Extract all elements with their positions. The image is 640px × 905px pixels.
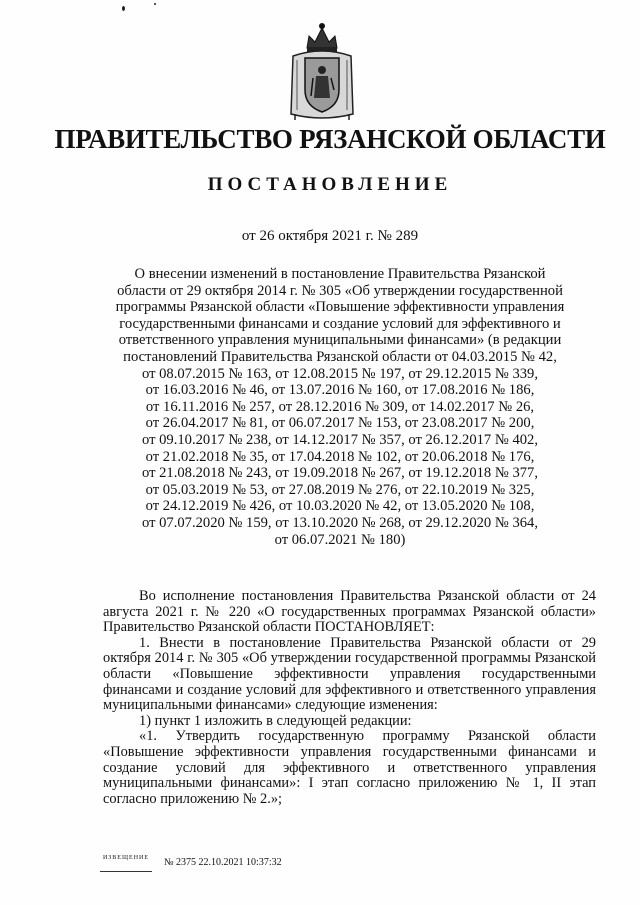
subject-line: области от 29 октября 2014 г. № 305 «Об утверждении государственной bbox=[117, 282, 563, 299]
subject-line: от 16.03.2016 № 46, от 13.07.2016 № 160, от 17.08.2016 № 186, bbox=[145, 382, 535, 399]
document-subject bbox=[105, 266, 575, 548]
body-paragraph-quote: «1. Утвердить государственную программу Рязанской области «Повышение эффективности управления государственными финансами и создание условий для эффективного и ответственного управления муниципальными финансами»: I этап согласно приложению № 1, II этап согласно приложению № 2.»; bbox=[103, 728, 596, 807]
subject-line: О внесении изменений в постановление Правительства Рязанской bbox=[134, 266, 546, 282]
scan-speck bbox=[154, 3, 156, 5]
subject-line: от 26.04.2017 № 81, от 06.07.2017 № 153, от 23.08.2017 № 200, bbox=[145, 415, 535, 432]
stamp-label: ИЗВЕЩЕНИЕ bbox=[102, 855, 150, 861]
coat-of-arms-icon bbox=[287, 18, 357, 122]
organization-title: ПРАВИТЕЛЬСТВО РЯЗАНСКОЙ ОБЛАСТИ bbox=[54, 124, 606, 154]
registry-stamp-icon bbox=[100, 853, 152, 872]
document-date: от 26 октября 2021 г. № 289 bbox=[241, 228, 419, 244]
scan-speck bbox=[122, 6, 125, 11]
body-paragraph-item-1: 1. Внести в постановление Правительства Рязанской области от 29 октября 2014 г. № 305 «Об утверждении государственной программы Рязанской области «Повышение эффективности управления государственными финансами и создание условий для эффективного и ответственного управления муниципальными финансами» следующие изменения: bbox=[103, 634, 596, 714]
document-body bbox=[103, 589, 596, 807]
subject-line: постановлений Правительства Рязанской области от 04.03.2015 № 42, bbox=[123, 348, 557, 365]
registration-footer bbox=[100, 853, 400, 875]
subject-line: от 08.07.2015 № 163, от 12.08.2015 № 197, от 29.12.2015 № 339, bbox=[142, 365, 538, 382]
subject-line: от 07.07.2020 № 159, от 13.10.2020 № 268, от 29.12.2020 № 364, bbox=[142, 514, 538, 531]
subject-line: государственными финансами и создание условий для эффективного и bbox=[119, 315, 561, 332]
body-paragraph-preamble: Во исполнение постановления Правительства Рязанской области от 24 августа 2021 г. № 220 «О государственных программах Рязанской области» Правительство Рязанской области ПОСТАНОВЛЯЕТ: bbox=[103, 588, 596, 636]
subject-line: от 09.10.2017 № 238, от 14.12.2017 № 357, от 26.12.2017 № 402, bbox=[142, 431, 538, 448]
subject-line: от 21.02.2018 № 35, от 17.04.2018 № 102, от 20.06.2018 № 176, bbox=[145, 448, 535, 465]
registration-number: № 2375 22.10.2021 10:37:32 bbox=[164, 857, 282, 868]
subject-line: от 16.11.2016 № 257, от 28.12.2016 № 309, от 14.02.2017 № 26, bbox=[145, 398, 535, 415]
subject-line: от 06.07.2021 № 180) bbox=[274, 531, 406, 548]
subject-line: от 21.08.2018 № 243, от 19.09.2018 № 267, от 19.12.2018 № 377, bbox=[142, 465, 538, 482]
subject-line: от 05.03.2019 № 53, от 27.08.2019 № 276, от 22.10.2019 № 325, bbox=[145, 481, 535, 498]
subject-line: ответственного управления муниципальными финансами» (в редакции bbox=[118, 332, 562, 349]
subject-line: от 24.12.2019 № 426, от 10.03.2020 № 42, от 13.05.2020 № 108, bbox=[145, 498, 535, 515]
body-paragraph-subitem: 1) пункт 1 изложить в следующей редакции: bbox=[139, 712, 412, 729]
document-type: ПОСТАНОВЛЕНИЕ bbox=[207, 174, 453, 195]
subject-line: программы Рязанской области «Повышение эффективности управления bbox=[115, 299, 565, 316]
